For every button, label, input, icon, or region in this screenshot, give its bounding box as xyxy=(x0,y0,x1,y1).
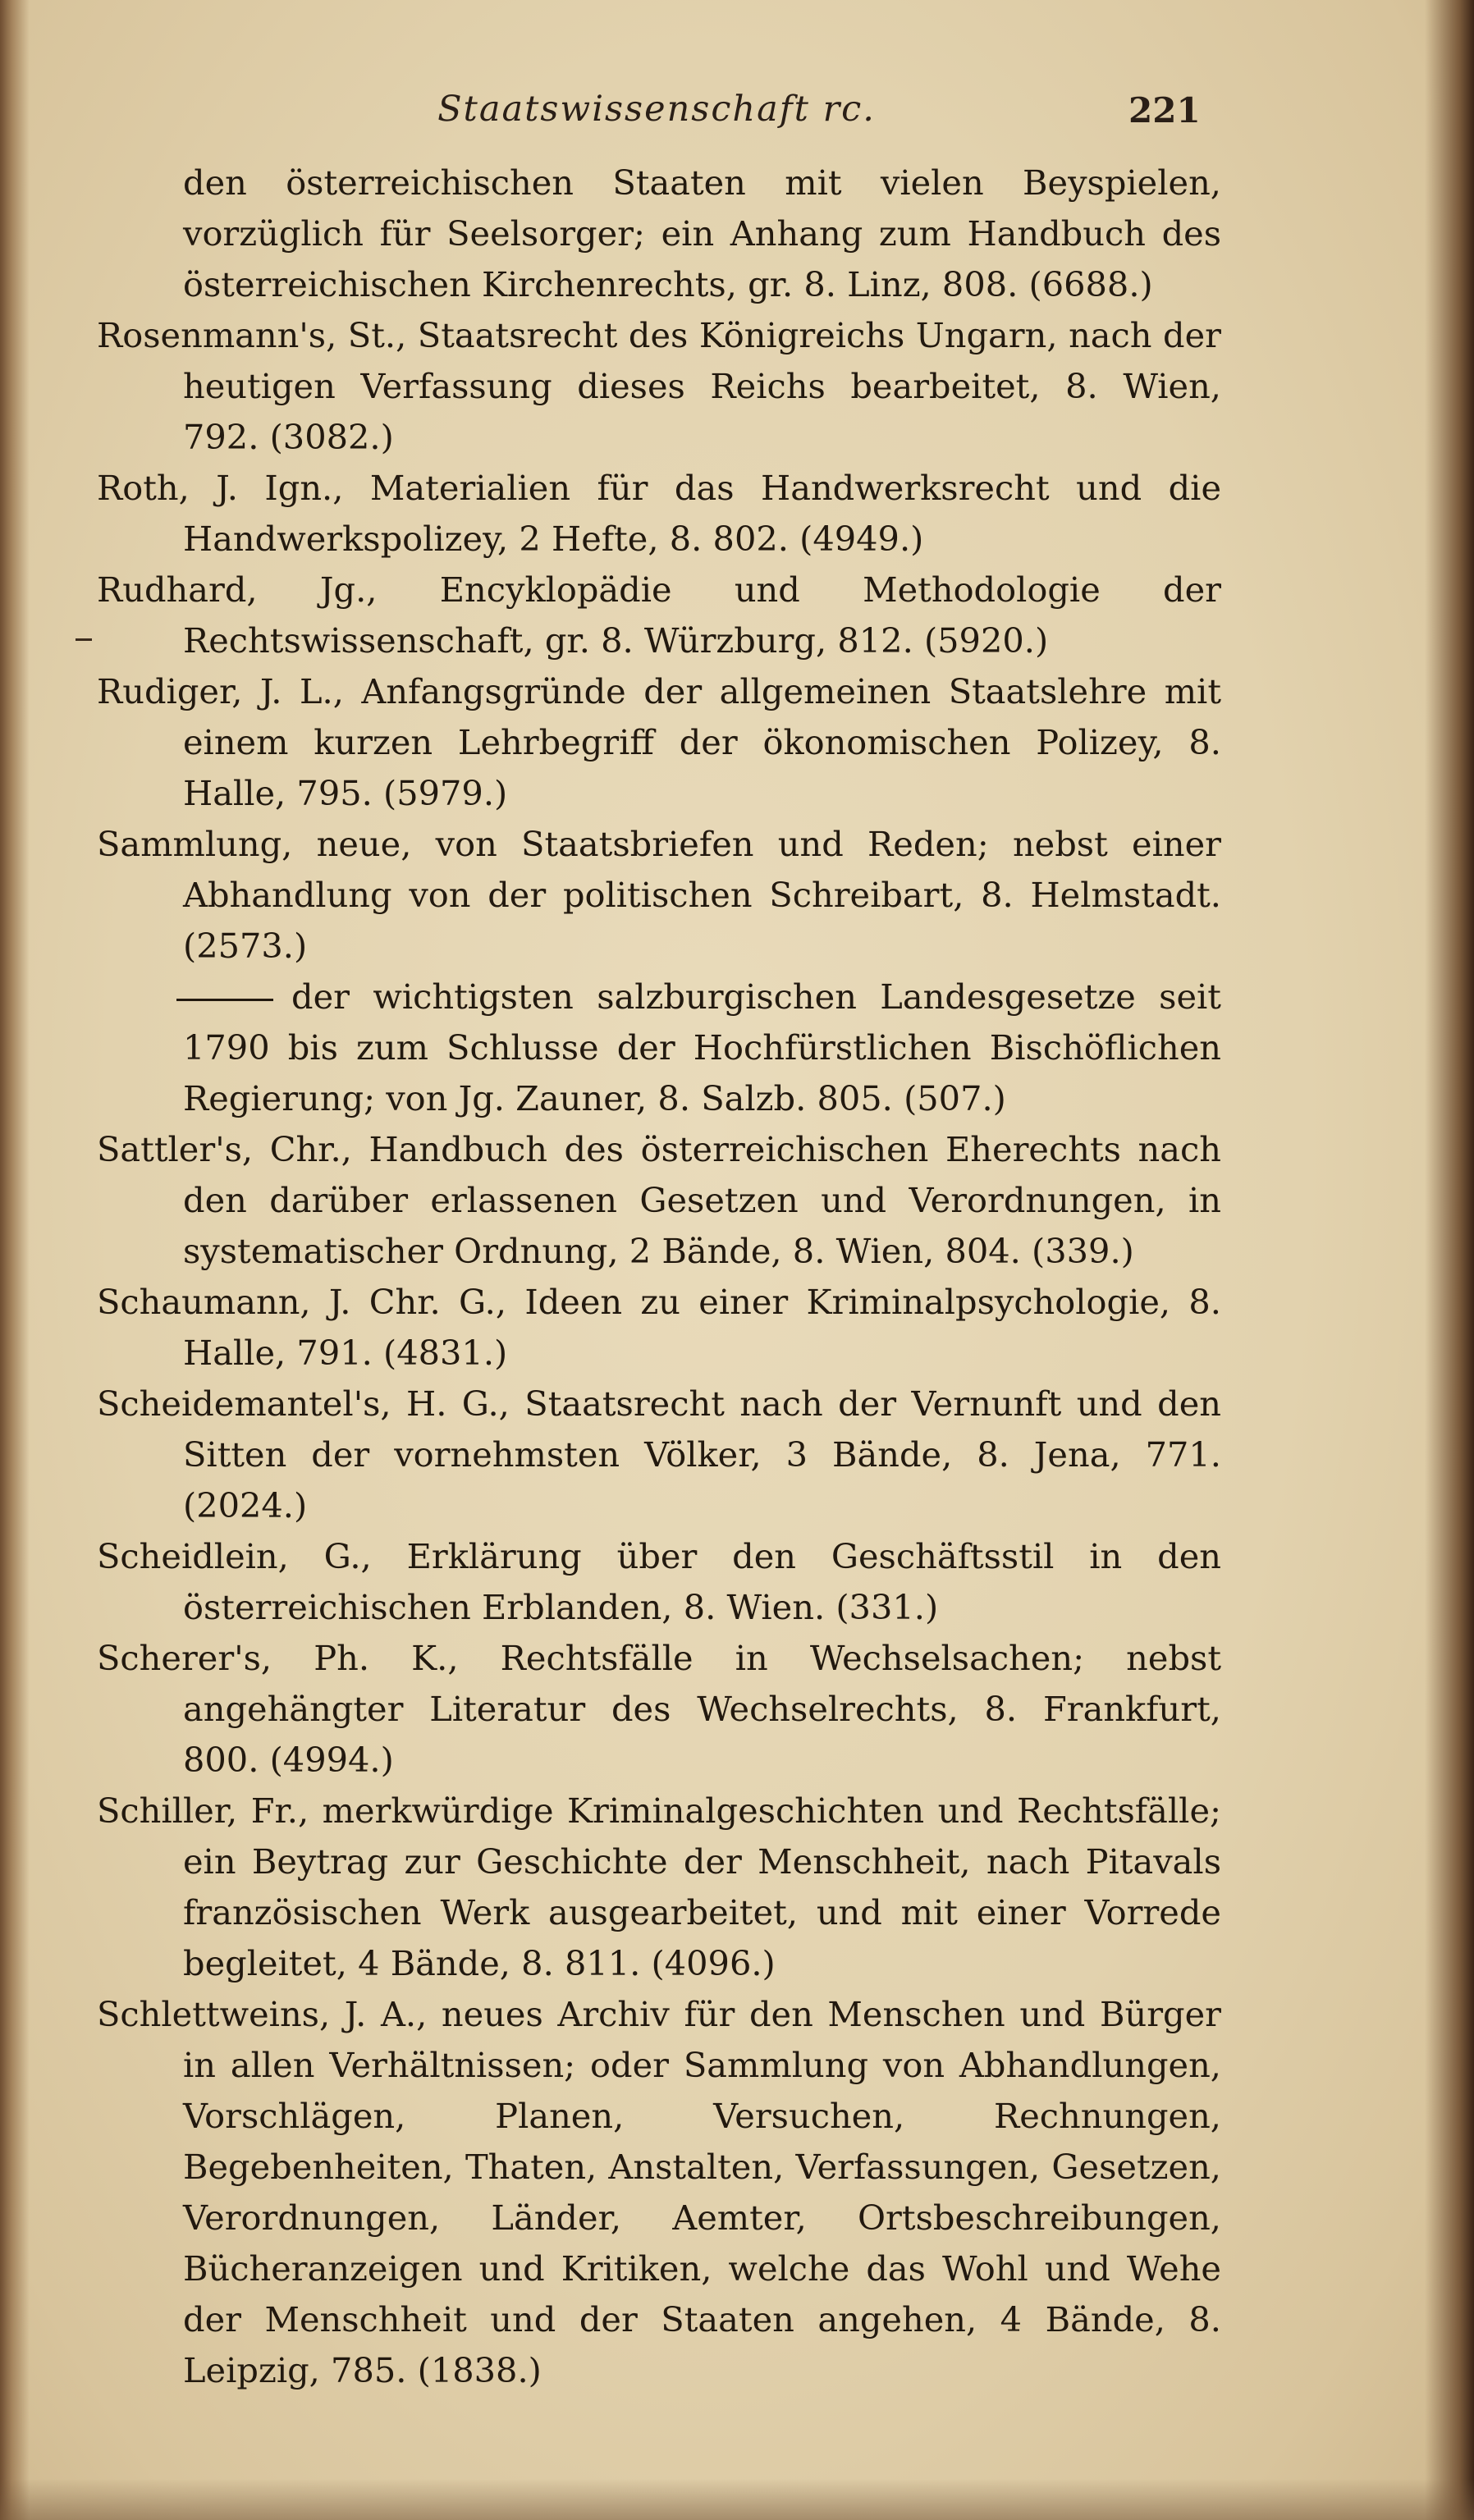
bibliography-entry: Schaumann, J. Chr. G., Ideen zu einer Kriminalpsychologie, 8. Halle, 791. (4831.) xyxy=(97,1282,1221,1373)
bibliography-entry: Rudiger, J. L., Anfangsgründe der allgemeinen Staatslehre mit einem kurzen Lehrbegriff der ökonomischen Polizey, 8. Halle, 795. (5979.) xyxy=(97,671,1221,813)
page-number: 221 xyxy=(1128,90,1201,130)
bibliography-entry: Rosenmann's, St., Staatsrecht des Königreichs Ungarn, nach der heutigen Verfassung dieses Reichs bearbeitet, 8. Wien, 792. (3082.) xyxy=(97,315,1221,457)
bibliography-entry: Roth, J. Ign., Materialien für das Handwerksrecht und die Handwerkspolizey, 2 Hefte, 8. 802. (4949.) xyxy=(97,468,1221,559)
bibliography-entry: Schlettweins, J. A., neues Archiv für den Menschen und Bürger in allen Verhältnissen; oder Sammlung von Abhandlungen, Vorschlägen, Planen, Versuchen, Rechnungen, Begebenheiten, Thaten, Anstalten, Verfassungen, Gesetzen, Verordnungen, Länder, Aemter, Ortsbeschreibungen, Bücheranzeigen und Kritiken, welche das Wohl und Wehe der Menschheit und der Staaten angehen, 4 Bände, 8. Leipzig, 785. (1838.) xyxy=(97,1994,1221,2390)
ditto-dash xyxy=(176,999,273,1001)
page-right-edge-shadow xyxy=(1425,0,1474,2520)
bibliography-entry: Rudhard, Jg., Encyklopädie und Methodologie der Rechtswissenschaft, gr. 8. Würzburg, 812. (5920.) xyxy=(97,569,1221,661)
running-title: Staatswissenschaft rc. xyxy=(437,89,876,130)
bibliography-entry: Scherer's, Ph. K., Rechtsfälle in Wechselsachen; nebst angehängter Literatur des Wechselrechts, 8. Frankfurt, 800. (4994.) xyxy=(97,1638,1221,1780)
bibliography-entry: Sattler's, Chr., Handbuch des österreichischen Eherechts nach den darüber erlassenen Gesetzen und Verordnungen, in systematischer Ordnung, 2 Bände, 8. Wien, 804. (339.) xyxy=(97,1129,1221,1271)
bibliography-entry: Sammlung, neue, von Staatsbriefen und Reden; nebst einer Abhandlung von der politischen Schreibart, 8. Helmstadt. (2573.) xyxy=(97,824,1221,966)
bibliography-sub-entry xyxy=(97,972,1221,1124)
page-header xyxy=(0,89,1474,146)
page-left-edge-shadow xyxy=(0,0,30,2520)
bibliography-entry: Schiller, Fr., merkwürdige Kriminalgeschichten und Rechtsfälle; ein Beytrag zur Geschichte der Menschheit, nach Pitavals französischen Werk ausgearbeitet, und mit einer Vorrede begleitet, 4 Bände, 8. 811. (4096.) xyxy=(97,1791,1221,1983)
margin-dash-mark xyxy=(76,638,92,641)
continued-entry: den österreichischen Staaten mit vielen Beyspielen, vorzüglich für Seelsorger; ein Anhang zum Handbuch des österreichischen Kirchenrechts, gr. 8. Linz, 808. (6688.) xyxy=(183,162,1221,304)
page-bottom-edge-shadow xyxy=(0,2479,1474,2520)
bibliography-entry: Scheidemantel's, H. G., Staatsrecht nach der Vernunft und den Sitten der vornehmsten Völker, 3 Bände, 8. Jena, 771. (2024.) xyxy=(97,1383,1221,1525)
bibliography-list xyxy=(97,158,1221,2396)
bibliography-entry: Scheidlein, G., Erklärung über den Geschäftsstil in den österreichischen Erblanden, 8. Wien. (331.) xyxy=(97,1536,1221,1627)
sub-entry-text: der wichtigsten salzburgischen Landesgesetze seit 1790 bis zum Schlusse der Hochfürstlichen Bischöflichen Regierung; von Jg. Zauner, 8. Salzb. 805. (507.) xyxy=(183,976,1221,1118)
